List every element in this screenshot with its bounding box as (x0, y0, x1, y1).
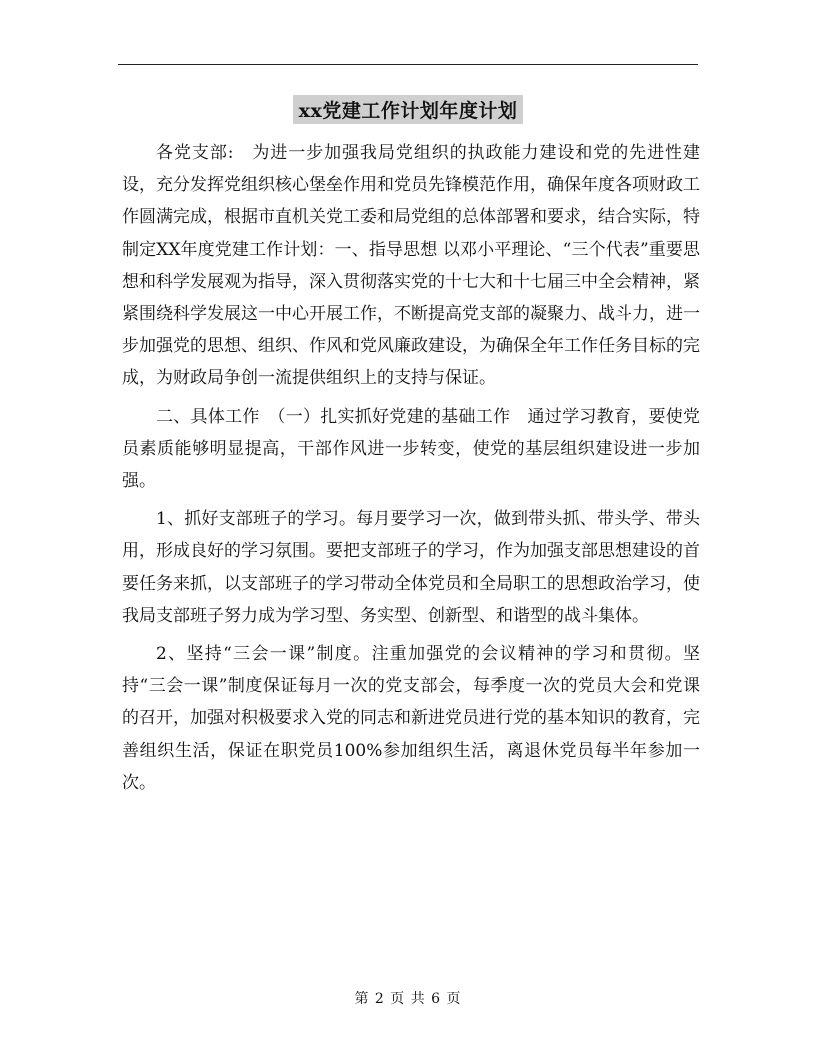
header-rule (118, 64, 698, 65)
paragraph-3: 1、抓好支部班子的学习。每月要学习一次，做到带头抓、带头学、带头用，形成良好的学习氛围。要把支部班子的学习，作为加强支部思想建设的首要任务来抓，以支部班子的学习带动全体党员和全局职工的思想政治学习，使我局支部班子努力成为学习型、务实型、创新型、和谐型的战斗集体。 (122, 509, 700, 626)
document-title-container (0, 95, 816, 124)
paragraph-1: 各党支部: 为进一步加强我局党组织的执政能力建设和党的先进性建设，充分发挥党组织核心堡垒作用和党员先锋模范作用，确保年度各项财政工作圆满完成，根据市直机关党工委和局党组的总体部署和要求，结合实际，特制定XX年度党建工作计划：一、指导思想 以邓小平理论、“三个代表”重要思想和科学发展观为指导，深入贯彻落实党的十七大和十七届三中全会精神，紧紧围绕科学发展这一中心开展工作，不断提高党支部的凝聚力、战斗力，进一步加强党的思想、组织、作风和党风廉政建设，为确保全年工作任务目标的完成，为财政局争创一流提供组织上的支持与保证。 (122, 143, 700, 389)
paragraph-4: 2、坚持“三会一课”制度。注重加强党的会议精神的学习和贯彻。坚持“三会一课”制度保证每月一次的党支部会，每季度一次的党员大会和党课的召开，加强对积极要求入党的同志和新进党员进行党的基本知识的教育，完善组织生活，保证在职党员100%参加组织生活，离退休党员每半年参加一次。 (122, 644, 700, 793)
page-footer: 第 2 页 共 6 页 (354, 991, 462, 1007)
document-title: xx党建工作计划年度计划 (293, 95, 524, 124)
paragraph-2: 二、具体工作 （一）扎实抓好党建的基础工作 通过学习教育，要使党员素质能够明显提高，干部作风进一步转变，使党的基层组织建设进一步加强。 (122, 406, 700, 492)
document-body (122, 137, 700, 805)
